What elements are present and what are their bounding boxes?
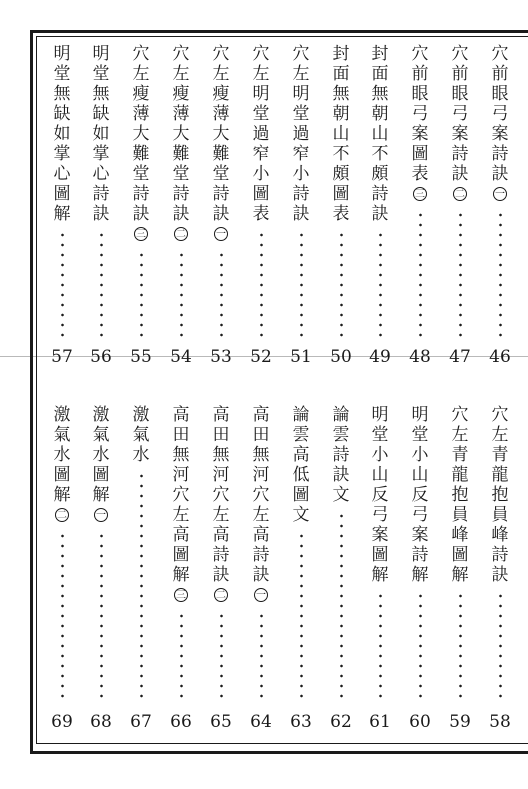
title-char: 高 <box>292 445 310 465</box>
page-number: 46 <box>489 347 511 367</box>
toc-entry[interactable] <box>206 405 236 732</box>
title-char: 難 <box>132 144 150 164</box>
entry-title <box>173 44 190 224</box>
page-number: 66 <box>170 712 192 732</box>
dot-leader <box>499 210 502 339</box>
title-char: 詩 <box>132 184 150 204</box>
page-number: 62 <box>330 712 352 732</box>
title-char: 過 <box>252 124 270 144</box>
title-char: 左 <box>252 64 270 84</box>
title-char: 窄 <box>292 144 310 164</box>
title-char: 訣 <box>332 465 350 485</box>
title-char: 明 <box>53 44 71 64</box>
title-char: 詩 <box>411 545 429 565</box>
title-char: 案 <box>411 124 429 144</box>
toc-entry[interactable] <box>86 44 116 367</box>
page-number: 51 <box>290 347 312 367</box>
title-char: 面 <box>371 64 389 84</box>
title-char: 穴 <box>212 485 230 505</box>
dot-leader <box>220 611 223 704</box>
page-number: 49 <box>369 347 391 367</box>
title-char: 雲 <box>292 425 310 445</box>
title-char: 圖 <box>411 144 429 164</box>
toc-entry[interactable] <box>286 405 316 732</box>
page-number: 55 <box>130 347 152 367</box>
page-number: 58 <box>489 712 511 732</box>
title-char: 不 <box>332 144 350 164</box>
title-char: 缺 <box>53 104 71 124</box>
part-number-mark: 一 <box>495 189 505 200</box>
title-char: 圖 <box>451 545 469 565</box>
title-char: 缺 <box>92 104 110 124</box>
title-char: 訣 <box>252 565 270 585</box>
dot-leader <box>100 531 103 704</box>
entry-title <box>372 44 389 224</box>
title-char: 左 <box>132 64 150 84</box>
title-char: 小 <box>371 445 389 465</box>
dot-leader <box>419 210 422 339</box>
entry-title <box>54 405 71 505</box>
entry-title <box>253 405 270 585</box>
dot-leader <box>499 591 502 704</box>
title-char: 左 <box>491 425 509 445</box>
title-char: 無 <box>172 445 190 465</box>
title-char: 難 <box>212 144 230 164</box>
title-char: 瘦 <box>212 84 230 104</box>
title-char: 詩 <box>491 545 509 565</box>
title-char: 氣 <box>92 425 110 445</box>
title-char: 圖 <box>332 184 350 204</box>
entry-title <box>133 405 150 465</box>
title-char: 薄 <box>212 104 230 124</box>
entry-title <box>173 405 190 585</box>
title-char: 左 <box>292 64 310 84</box>
toc-entry[interactable] <box>86 405 116 732</box>
title-char: 明 <box>371 405 389 425</box>
dot-leader <box>459 591 462 704</box>
page-number: 60 <box>409 712 431 732</box>
dot-leader <box>140 250 143 339</box>
title-char: 河 <box>172 465 190 485</box>
page-number: 69 <box>51 712 73 732</box>
toc-entry[interactable] <box>326 405 356 732</box>
title-char: 低 <box>292 465 310 485</box>
dot-leader <box>300 230 303 339</box>
dot-leader <box>260 611 263 704</box>
title-char: 訣 <box>132 204 150 224</box>
dot-leader <box>379 591 382 704</box>
title-char: 大 <box>172 124 190 144</box>
dot-leader <box>140 471 143 704</box>
entry-title <box>452 44 469 184</box>
title-char: 員 <box>491 505 509 525</box>
title-char: 封 <box>332 44 350 64</box>
title-char: 水 <box>92 445 110 465</box>
title-char: 無 <box>53 84 71 104</box>
page-number: 48 <box>409 347 431 367</box>
title-char: 山 <box>332 124 350 144</box>
title-char: 無 <box>92 84 110 104</box>
title-char: 圖 <box>92 465 110 485</box>
title-char: 論 <box>332 405 350 425</box>
title-char: 論 <box>292 405 310 425</box>
title-char: 弓 <box>491 104 509 124</box>
title-char: 堂 <box>252 104 270 124</box>
title-char: 弓 <box>371 505 389 525</box>
page-number: 63 <box>290 712 312 732</box>
title-char: 激 <box>53 405 71 425</box>
title-char: 堂 <box>132 164 150 184</box>
page-number: 54 <box>170 347 192 367</box>
title-char: 解 <box>53 204 71 224</box>
title-char: 解 <box>172 565 190 585</box>
title-char: 高 <box>212 525 230 545</box>
page-number: 67 <box>130 712 152 732</box>
title-char: 明 <box>92 44 110 64</box>
part-number-mark: 二 <box>455 189 465 200</box>
title-char: 穴 <box>491 405 509 425</box>
title-char: 瘦 <box>132 84 150 104</box>
title-char: 薄 <box>132 104 150 124</box>
title-char: 激 <box>92 405 110 425</box>
title-char: 堂 <box>212 164 230 184</box>
part-number-mark: 一 <box>256 590 266 601</box>
title-char: 小 <box>411 445 429 465</box>
title-char: 堂 <box>53 64 71 84</box>
title-char: 穴 <box>451 405 469 425</box>
title-char: 解 <box>371 565 389 585</box>
title-char: 詩 <box>252 545 270 565</box>
title-char: 田 <box>252 425 270 445</box>
title-char: 訣 <box>172 204 190 224</box>
page-number: 56 <box>90 347 112 367</box>
title-char: 左 <box>451 425 469 445</box>
toc-entry[interactable] <box>485 44 515 367</box>
title-char: 高 <box>252 405 270 425</box>
toc-entry[interactable] <box>405 405 435 732</box>
title-char: 峰 <box>451 525 469 545</box>
dot-leader <box>61 230 64 339</box>
dot-leader <box>180 611 183 704</box>
title-char: 田 <box>212 425 230 445</box>
dot-leader <box>220 250 223 339</box>
title-char: 詩 <box>212 545 230 565</box>
entry-title <box>412 44 429 184</box>
title-char: 窄 <box>252 144 270 164</box>
part-number-mark: 三 <box>415 189 425 200</box>
toc-entry[interactable] <box>485 405 515 732</box>
entry-title <box>492 44 509 184</box>
toc-entry[interactable] <box>126 405 156 732</box>
title-char: 詩 <box>172 184 190 204</box>
title-char: 如 <box>92 124 110 144</box>
title-char: 前 <box>451 64 469 84</box>
title-char: 訣 <box>491 164 509 184</box>
page-number: 59 <box>449 712 471 732</box>
part-number-mark: 二 <box>57 510 67 521</box>
entry-title <box>492 405 509 585</box>
title-char: 難 <box>172 144 190 164</box>
title-char: 大 <box>212 124 230 144</box>
title-char: 堂 <box>92 64 110 84</box>
title-char: 無 <box>371 84 389 104</box>
dot-leader <box>61 531 64 704</box>
page-number: 65 <box>210 712 232 732</box>
title-char: 心 <box>53 164 71 184</box>
title-char: 堂 <box>172 164 190 184</box>
title-char: 峰 <box>491 525 509 545</box>
title-char: 明 <box>252 84 270 104</box>
entry-title <box>452 405 469 585</box>
part-number-mark: 二 <box>216 590 226 601</box>
dot-leader <box>419 591 422 704</box>
title-char: 穴 <box>172 485 190 505</box>
title-char: 氣 <box>53 425 71 445</box>
title-char: 高 <box>172 525 190 545</box>
title-char: 青 <box>451 445 469 465</box>
title-char: 如 <box>53 124 71 144</box>
page-number: 52 <box>250 347 272 367</box>
title-char: 穴 <box>252 485 270 505</box>
title-char: 詩 <box>292 184 310 204</box>
toc-entry[interactable] <box>445 44 475 367</box>
title-char: 反 <box>371 485 389 505</box>
title-char: 小 <box>292 164 310 184</box>
title-char: 面 <box>332 64 350 84</box>
title-char: 案 <box>411 525 429 545</box>
title-char: 訣 <box>292 204 310 224</box>
title-char: 訣 <box>212 204 230 224</box>
entry-title <box>333 44 350 224</box>
title-char: 圖 <box>292 485 310 505</box>
title-char: 水 <box>53 445 71 465</box>
dot-leader <box>260 230 263 339</box>
title-char: 河 <box>252 465 270 485</box>
title-char: 小 <box>252 164 270 184</box>
entry-title <box>213 405 230 585</box>
toc-entry[interactable] <box>326 44 356 367</box>
title-char: 抱 <box>491 485 509 505</box>
toc-entry[interactable] <box>47 44 77 367</box>
title-char: 解 <box>92 485 110 505</box>
title-char: 田 <box>172 425 190 445</box>
title-char: 訣 <box>212 565 230 585</box>
title-char: 穴 <box>212 44 230 64</box>
title-char: 訣 <box>451 164 469 184</box>
title-char: 解 <box>451 565 469 585</box>
title-char: 朝 <box>371 104 389 124</box>
title-char: 詩 <box>451 144 469 164</box>
title-char: 員 <box>451 505 469 525</box>
page-number: 68 <box>90 712 112 732</box>
title-char: 水 <box>132 445 150 465</box>
title-char: 案 <box>491 124 509 144</box>
title-char: 高 <box>172 405 190 425</box>
title-char: 山 <box>371 124 389 144</box>
title-char: 瘦 <box>172 84 190 104</box>
toc-entry[interactable] <box>405 44 435 367</box>
title-char: 案 <box>451 124 469 144</box>
title-char: 文 <box>332 485 350 505</box>
part-number-mark: 一 <box>96 510 106 521</box>
title-char: 左 <box>212 505 230 525</box>
title-char: 薄 <box>172 104 190 124</box>
title-char: 過 <box>292 124 310 144</box>
entry-title <box>333 405 350 505</box>
part-number-mark: 一 <box>216 229 226 240</box>
title-char: 龍 <box>451 465 469 485</box>
dot-leader <box>300 531 303 704</box>
title-char: 前 <box>411 64 429 84</box>
title-char: 詩 <box>491 144 509 164</box>
title-char: 河 <box>212 465 230 485</box>
title-char: 表 <box>332 204 350 224</box>
title-char: 大 <box>132 124 150 144</box>
toc-entry[interactable] <box>365 44 395 367</box>
title-char: 穴 <box>252 44 270 64</box>
title-char: 表 <box>252 204 270 224</box>
title-char: 眼 <box>411 84 429 104</box>
title-char: 氣 <box>132 425 150 445</box>
title-char: 高 <box>252 525 270 545</box>
title-char: 圖 <box>252 184 270 204</box>
title-char: 訣 <box>491 565 509 585</box>
title-char: 詩 <box>371 184 389 204</box>
title-char: 激 <box>132 405 150 425</box>
title-char: 掌 <box>53 144 71 164</box>
dot-leader <box>459 210 462 339</box>
dot-leader <box>340 511 343 704</box>
dot-leader <box>100 230 103 339</box>
title-char: 無 <box>212 445 230 465</box>
entry-title <box>372 405 389 585</box>
page-number: 57 <box>51 347 73 367</box>
title-char: 詩 <box>332 445 350 465</box>
title-char: 明 <box>292 84 310 104</box>
entry-title <box>412 405 429 585</box>
page-number: 50 <box>330 347 352 367</box>
entry-title <box>293 44 310 224</box>
title-char: 案 <box>371 525 389 545</box>
title-char: 青 <box>491 445 509 465</box>
title-char: 頗 <box>371 164 389 184</box>
dot-leader <box>340 230 343 339</box>
toc-entry[interactable] <box>47 405 77 732</box>
title-char: 高 <box>212 405 230 425</box>
dot-leader <box>180 250 183 339</box>
title-char: 朝 <box>332 104 350 124</box>
title-char: 掌 <box>92 144 110 164</box>
title-char: 圖 <box>172 545 190 565</box>
toc-entry[interactable] <box>445 405 475 732</box>
title-char: 訣 <box>92 204 110 224</box>
title-char: 前 <box>491 64 509 84</box>
title-char: 明 <box>411 405 429 425</box>
toc-entry[interactable] <box>246 44 276 367</box>
entry-title <box>293 405 310 525</box>
title-char: 穴 <box>411 44 429 64</box>
title-char: 穴 <box>491 44 509 64</box>
title-char: 雲 <box>332 425 350 445</box>
title-char: 弓 <box>451 104 469 124</box>
title-char: 無 <box>252 445 270 465</box>
title-char: 頗 <box>332 164 350 184</box>
title-char: 表 <box>411 164 429 184</box>
part-number-mark: 三 <box>176 590 186 601</box>
title-char: 解 <box>53 485 71 505</box>
title-char: 堂 <box>292 104 310 124</box>
toc-entry[interactable] <box>365 405 395 732</box>
title-char: 山 <box>371 465 389 485</box>
title-char: 詩 <box>92 184 110 204</box>
entry-title <box>213 44 230 224</box>
part-number-mark: 三 <box>136 229 146 240</box>
page-number: 61 <box>369 712 391 732</box>
title-char: 詩 <box>212 184 230 204</box>
entry-title <box>93 405 110 505</box>
title-char: 穴 <box>451 44 469 64</box>
title-char: 左 <box>252 505 270 525</box>
page-number: 47 <box>449 347 471 367</box>
title-char: 穴 <box>132 44 150 64</box>
title-char: 無 <box>332 84 350 104</box>
entry-title <box>133 44 150 224</box>
entry-title <box>253 44 270 224</box>
title-char: 不 <box>371 144 389 164</box>
entry-title <box>54 44 71 224</box>
title-char: 穴 <box>172 44 190 64</box>
title-char: 訣 <box>371 204 389 224</box>
entry-title <box>93 44 110 224</box>
toc-entry[interactable] <box>126 44 156 367</box>
title-char: 堂 <box>411 425 429 445</box>
title-char: 反 <box>411 485 429 505</box>
title-char: 左 <box>172 505 190 525</box>
dot-leader <box>379 230 382 339</box>
page-number: 64 <box>250 712 272 732</box>
title-char: 圖 <box>371 545 389 565</box>
title-char: 抱 <box>451 485 469 505</box>
title-char: 封 <box>371 44 389 64</box>
title-char: 弓 <box>411 505 429 525</box>
title-char: 圖 <box>53 465 71 485</box>
title-char: 眼 <box>491 84 509 104</box>
part-number-mark: 二 <box>176 229 186 240</box>
title-char: 龍 <box>491 465 509 485</box>
toc-entry[interactable] <box>246 405 276 732</box>
toc-entry[interactable] <box>206 44 236 367</box>
title-char: 山 <box>411 465 429 485</box>
title-char: 文 <box>292 505 310 525</box>
title-char: 弓 <box>411 104 429 124</box>
title-char: 左 <box>172 64 190 84</box>
toc-entry[interactable] <box>166 405 196 732</box>
title-char: 眼 <box>451 84 469 104</box>
title-char: 左 <box>212 64 230 84</box>
toc-entry[interactable] <box>166 44 196 367</box>
page-number: 53 <box>210 347 232 367</box>
toc-entry[interactable] <box>286 44 316 367</box>
title-char: 穴 <box>292 44 310 64</box>
title-char: 堂 <box>371 425 389 445</box>
title-char: 圖 <box>53 184 71 204</box>
title-char: 解 <box>411 565 429 585</box>
title-char: 心 <box>92 164 110 184</box>
